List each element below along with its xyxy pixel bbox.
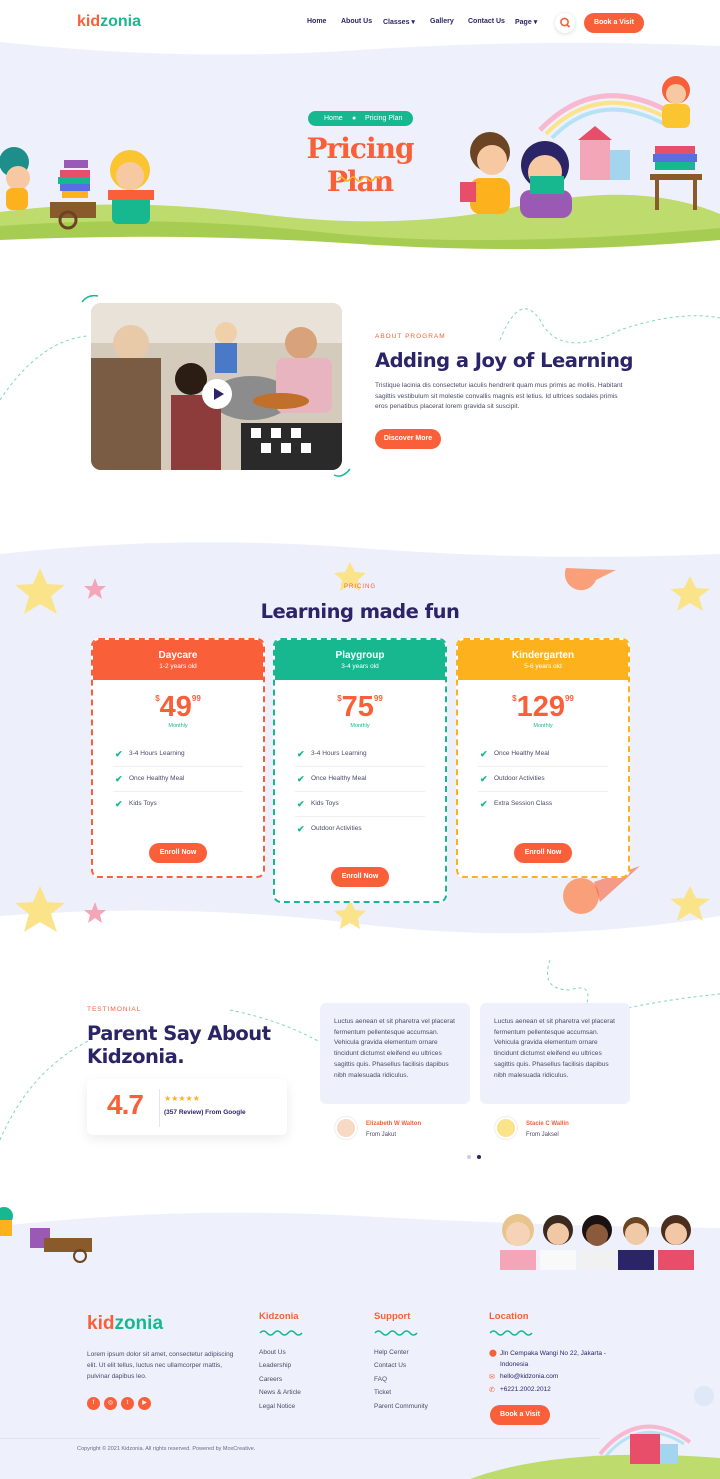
- pricing-eyebrow: PRICING: [343, 584, 376, 590]
- check-icon: ✔: [480, 799, 488, 809]
- page-title: Pricing Plan: [306, 132, 414, 198]
- review-card: Luctus aenean et sit pharetra vel placerat fermentum pellentesque accumsan. Vehicula gravida elementum ornare tincidunt dictumst eleifend eu ultrices sagittis quis. Phasellus facilisis dapibus nibh malesuada ridiculus.: [320, 1003, 470, 1104]
- check-icon: ✔: [297, 799, 305, 809]
- about-eyebrow: ABOUT PROGRAM: [375, 333, 446, 340]
- reviewer-location: From Jakut: [366, 1132, 397, 1138]
- plan-price: $^{\$}129^{99}$: [512, 691, 574, 723]
- pricing-card-daycare: [91, 638, 265, 878]
- pricing-title: Learning made fun: [260, 600, 460, 623]
- nav-home[interactable]: Home: [307, 18, 327, 25]
- plan-name: Daycare: [158, 650, 198, 661]
- facebook-icon[interactable]: f: [87, 1397, 100, 1410]
- wave-divider: [259, 1329, 303, 1337]
- copyright: Copyright © 2021 Kidzonia. All rights reserved. Powered by MoxCreative.: [77, 1446, 256, 1452]
- check-icon: ✔: [297, 824, 305, 834]
- star-rating-icon: ★★★★★: [164, 1094, 200, 1103]
- breadcrumb-current: Pricing Plan: [365, 115, 403, 122]
- rating-value: 4.7: [107, 1089, 143, 1120]
- play-video-button[interactable]: [202, 379, 232, 409]
- balloon-icon: ●: [352, 115, 357, 122]
- plan-price: $^{\$}49^{99}$: [155, 691, 201, 723]
- carousel-dot-active[interactable]: [477, 1155, 481, 1159]
- plan-price: $^{\$}75^{99}$: [337, 691, 383, 723]
- plan-name: Playgroup: [335, 650, 385, 661]
- kids-group-photo: [490, 1200, 705, 1270]
- feature-list: [458, 742, 628, 817]
- kids-photo: [490, 1200, 705, 1270]
- feature-item: ✔ Outdoor Activities: [295, 817, 425, 842]
- discover-more-button[interactable]: Discover More: [375, 429, 441, 449]
- feature-item: ✔ Kids Toys: [113, 792, 243, 817]
- chevron-down-icon: ▾: [533, 19, 538, 26]
- wave-divider: [489, 1329, 533, 1337]
- footer-link[interactable]: Leadership: [259, 1362, 292, 1369]
- check-icon: ✔: [115, 799, 123, 809]
- testimonial-eyebrow: TESTIMONIAL: [87, 1006, 142, 1013]
- footer-logo[interactable]: kidzonia: [87, 1313, 164, 1334]
- check-icon: ✔: [115, 774, 123, 784]
- rating-card: [87, 1079, 287, 1135]
- avatar: [335, 1117, 357, 1139]
- footer-link[interactable]: Ticket: [374, 1389, 392, 1396]
- feature-list: [93, 742, 263, 817]
- footer-divider: [0, 1438, 600, 1439]
- pricing-card-playgroup: [273, 638, 447, 903]
- feature-item: ✔ Outdoor Activities: [478, 767, 608, 792]
- carousel-dot[interactable]: [467, 1155, 471, 1159]
- location-pin-icon: ⬤: [489, 1350, 497, 1357]
- reviewer-location: From Jaksel: [526, 1132, 559, 1138]
- footer-address: Jln Cempaka Wangi No 22, Jakarta - Indonesia: [500, 1350, 606, 1368]
- plan-age: 1-2 years old: [159, 663, 197, 670]
- feature-list: [275, 742, 445, 842]
- plan-name: Kindergarten: [511, 650, 575, 661]
- plan-period: Monthly: [533, 723, 553, 729]
- footer-email[interactable]: hello@kidzonia.com: [500, 1373, 559, 1380]
- review-card: Luctus aenean et sit pharetra vel placerat fermentum pellentesque accumsan. Vehicula gravida elementum ornare tincidunt dictumst eleifend eu ultrices sagittis quis. Phasellus facilisis dapibus nibh malesuada ridiculus.: [480, 1003, 630, 1104]
- mail-icon: ✉: [489, 1374, 495, 1381]
- footer-link[interactable]: Legal Notice: [259, 1403, 296, 1410]
- chevron-down-icon: ▾: [411, 19, 415, 26]
- testimonial-title: Parent Say About Kidzonia.: [87, 1022, 271, 1068]
- hero-section: [0, 0, 720, 250]
- check-icon: ✔: [480, 774, 488, 784]
- footer-link[interactable]: Parent Community: [374, 1403, 428, 1410]
- plan-age: 5-6 years old: [524, 663, 562, 670]
- phone-icon: ✆: [489, 1387, 495, 1394]
- footer-link[interactable]: Careers: [259, 1376, 283, 1383]
- title-squiggle: [337, 175, 383, 183]
- footer-book-visit-button[interactable]: Book a Visit: [490, 1405, 550, 1425]
- check-icon: ✔: [297, 749, 305, 759]
- enroll-button[interactable]: Enroll Now: [331, 867, 389, 887]
- plan-period: Monthly: [350, 723, 370, 729]
- card-header: [93, 640, 263, 680]
- nav-about[interactable]: About Us: [341, 18, 373, 25]
- reviewer-name: Elizabeth W Walton: [366, 1121, 422, 1127]
- footer-link[interactable]: FAQ: [374, 1376, 388, 1383]
- breadcrumb-home[interactable]: Home: [324, 115, 343, 122]
- feature-item: ✔ Once Healthy Meal: [113, 767, 243, 792]
- instagram-icon[interactable]: ◎: [104, 1397, 117, 1410]
- reviewer-name: Stacie C Wallin: [526, 1121, 569, 1127]
- footer-link[interactable]: Contact Us: [374, 1362, 407, 1369]
- about-photo: [91, 303, 342, 470]
- logo[interactable]: kidzonia: [77, 13, 142, 30]
- footer-phone[interactable]: +6221.2002.2012: [500, 1386, 551, 1393]
- nav-gallery[interactable]: Gallery: [430, 18, 454, 25]
- nav-page[interactable]: Page ▾: [515, 19, 538, 26]
- feature-item: ✔ Once Healthy Meal: [295, 767, 425, 792]
- card-header: [458, 640, 628, 680]
- twitter-icon[interactable]: t: [121, 1397, 134, 1410]
- breadcrumb: [308, 111, 413, 126]
- feature-item: ✔ 3-4 Hours Learning: [113, 742, 243, 767]
- check-icon: ✔: [480, 749, 488, 759]
- footer-link[interactable]: About Us: [259, 1349, 286, 1356]
- card-header: [275, 640, 445, 680]
- feature-item: ✔ Once Healthy Meal: [478, 742, 608, 767]
- footer-about: Lorem ipsum dolor sit amet, consectetur adipiscing elit. Ut elit tellus, luctus nec ullamcorper mattis, pulvinar dapibus leo.: [87, 1351, 234, 1380]
- divider: [159, 1089, 160, 1127]
- enroll-button[interactable]: Enroll Now: [149, 843, 207, 863]
- footer-link[interactable]: News & Article: [259, 1389, 301, 1396]
- cartoon-kids-right: [450, 70, 720, 230]
- review-count: (357 Review) From Google: [164, 1109, 246, 1116]
- nav-classes[interactable]: Classes ▾: [383, 19, 415, 26]
- footer-col2-title: Support: [374, 1311, 411, 1322]
- footer-col3-title: Location: [489, 1311, 529, 1322]
- youtube-icon[interactable]: ▶: [138, 1397, 151, 1410]
- about-title: Adding a Joy of Learning: [375, 349, 633, 372]
- footer-link[interactable]: Help Center: [374, 1349, 409, 1356]
- feature-item: ✔ Kids Toys: [295, 792, 425, 817]
- book-visit-button[interactable]: Book a Visit: [584, 13, 644, 33]
- search-button[interactable]: [555, 13, 575, 33]
- play-icon: [202, 379, 232, 409]
- check-icon: ✔: [115, 749, 123, 759]
- plan-age: 3-4 years old: [341, 663, 379, 670]
- plan-period: Monthly: [168, 723, 188, 729]
- enroll-button[interactable]: Enroll Now: [514, 843, 572, 863]
- check-icon: ✔: [297, 774, 305, 784]
- about-body: Tristique lacinia dis consectetur iaculis hendrerit quam mus primis ac mollis. Habitant sagittis vestibulum sit molestie convallis magnis est letius. Id ultrices sodales primis eros penatibus placerat lorem gravida sit suscipit.: [375, 382, 623, 410]
- feature-item: ✔ 3-4 Hours Learning: [295, 742, 425, 767]
- pricing-card-kindergarten: [456, 638, 630, 878]
- search-icon: [555, 13, 575, 33]
- cartoon-kids-left: [0, 130, 170, 230]
- nav-contact[interactable]: Contact Us: [468, 18, 505, 25]
- feature-item: ✔ Extra Session Class: [478, 792, 608, 817]
- avatar: [495, 1117, 517, 1139]
- footer-col1-title: Kidzonia: [259, 1311, 299, 1322]
- wave-divider: [374, 1329, 418, 1337]
